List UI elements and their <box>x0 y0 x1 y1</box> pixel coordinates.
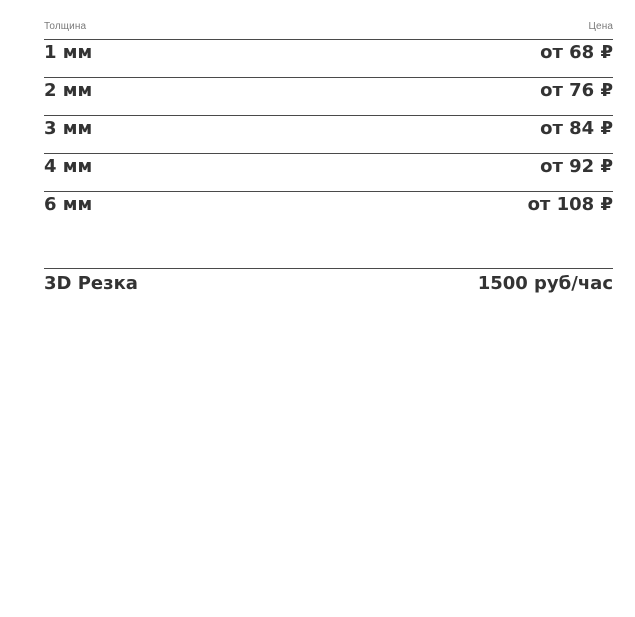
cutting-section <box>44 268 613 297</box>
table-rows <box>44 40 613 229</box>
thickness-value: 1 мм <box>44 41 93 63</box>
thickness-value: 6 мм <box>44 193 93 215</box>
table-row <box>44 116 613 154</box>
price-value: от 92 ₽ <box>540 155 613 177</box>
table-header <box>44 18 613 32</box>
price-table <box>44 18 613 229</box>
price-value: от 76 ₽ <box>540 79 613 101</box>
price-value: от 108 ₽ <box>527 193 613 215</box>
table-row <box>44 78 613 116</box>
header-thickness: Толщина <box>44 21 87 32</box>
thickness-value: 2 мм <box>44 79 93 101</box>
cutting-label: 3D Резка <box>44 272 138 294</box>
cutting-price: 1500 руб/час <box>477 272 613 294</box>
thickness-value: 3 мм <box>44 117 93 139</box>
price-value: от 84 ₽ <box>540 117 613 139</box>
cutting-row <box>44 269 613 297</box>
header-price: Цена <box>588 21 613 32</box>
price-value: от 68 ₽ <box>540 41 613 63</box>
table-row <box>44 154 613 192</box>
thickness-value: 4 мм <box>44 155 93 177</box>
table-row <box>44 40 613 78</box>
table-row <box>44 192 613 229</box>
